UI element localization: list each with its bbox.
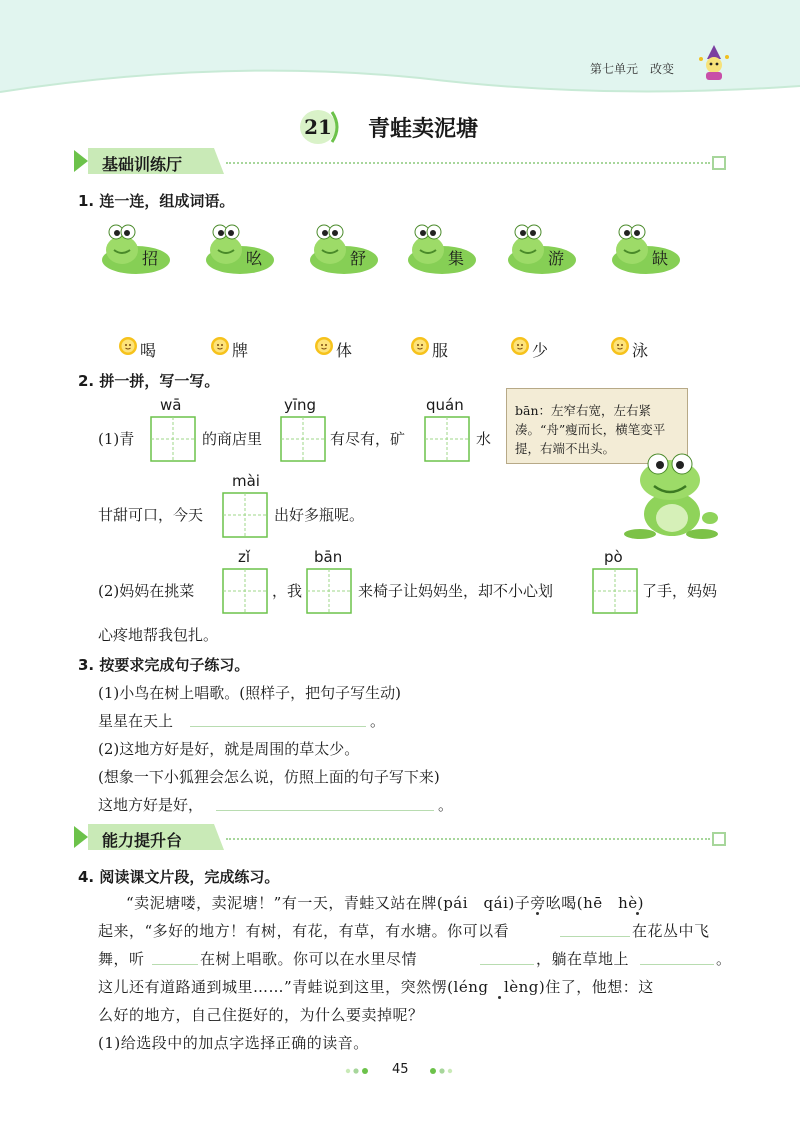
sun-char: 服 bbox=[432, 341, 449, 360]
frog-mascot-icon bbox=[306, 220, 378, 276]
frog-mascot-icon bbox=[504, 220, 576, 276]
q4-paragraph-line: 。 bbox=[716, 950, 732, 968]
sun-face-icon bbox=[510, 336, 530, 356]
sun-card[interactable] bbox=[610, 336, 649, 360]
sun-face-icon bbox=[314, 336, 334, 356]
q2-line2-prefix: 甘甜可口，今天 bbox=[98, 506, 204, 524]
q3-s1: (1)小鸟在树上唱歌。(照样子，把句子写生动) bbox=[98, 684, 401, 702]
q3-title: 3. 按要求完成句子练习。 bbox=[78, 656, 250, 674]
writing-grid-box[interactable] bbox=[424, 416, 470, 462]
q4-title: 4. 阅读课文片段，完成练习。 bbox=[78, 868, 280, 886]
pinyin: bān bbox=[314, 548, 343, 566]
note-text: bān：左窄右宽，左右紧凑。“舟”瘦而长，横笔变平提，右端不出头。 bbox=[515, 403, 666, 456]
section-tag-advanced: 能力提升台 bbox=[74, 822, 224, 852]
sun-char: 体 bbox=[336, 341, 353, 360]
sun-face-icon bbox=[610, 336, 630, 356]
pinyin: wā bbox=[160, 396, 182, 414]
q4-paragraph-line: 起来，“多好的地方！有树，有花，有草，有水塘。你可以看 bbox=[98, 922, 510, 940]
emphasis-dot bbox=[536, 912, 539, 915]
q4-paragraph-line: 在花丛中飞 bbox=[632, 922, 710, 940]
q4-paragraph-line: 么好的地方，自己住挺好的，为什么要卖掉呢？ bbox=[98, 1006, 424, 1024]
q2-line3-end: 了手，妈妈 bbox=[642, 582, 718, 600]
frog-mascot-icon bbox=[202, 220, 274, 276]
q2-line4: 心疼地帮我包扎。 bbox=[98, 626, 219, 644]
lesson-title: 青蛙卖泥塘 bbox=[368, 116, 479, 142]
unit-label: 第七单元 改变 bbox=[590, 62, 675, 76]
q2-line3-mid1: ，我 bbox=[272, 582, 303, 600]
pinyin: mài bbox=[232, 472, 260, 490]
frog-card[interactable] bbox=[306, 220, 378, 276]
sun-card[interactable] bbox=[510, 336, 549, 360]
section-tag-basic: 基础训练厅 bbox=[74, 146, 224, 176]
frog-card[interactable] bbox=[98, 220, 170, 276]
answer-line[interactable] bbox=[480, 964, 534, 965]
writing-grid-box[interactable] bbox=[222, 568, 268, 614]
q2-line3-prefix: (2)妈妈在挑菜 bbox=[98, 582, 195, 600]
writing-grid-box[interactable] bbox=[150, 416, 196, 462]
q3-s2-end: 。 bbox=[438, 796, 454, 814]
q2-line3-mid2: 来椅子让妈妈坐，却不小心划 bbox=[358, 582, 554, 600]
q3-s1-answer-prefix: 星星在天上 bbox=[98, 712, 174, 730]
q3-s2-hint: (想象一下小狐狸会怎么说，仿照上面的句子写下来) bbox=[98, 768, 440, 786]
answer-line[interactable] bbox=[216, 810, 434, 811]
q3-s2: (2)这地方好是好，就是周围的草太少。 bbox=[98, 740, 360, 758]
sun-char: 泳 bbox=[632, 341, 649, 360]
q3-s2-answer-prefix: 这地方好是好， bbox=[98, 796, 204, 814]
emphasis-dot bbox=[636, 912, 639, 915]
frog-mascot-icon bbox=[620, 448, 720, 540]
sun-card[interactable] bbox=[118, 336, 157, 360]
pinyin: zǐ bbox=[238, 548, 251, 566]
header-band bbox=[0, 0, 800, 100]
frog-char: 游 bbox=[548, 249, 565, 268]
frog-mascot-icon bbox=[404, 220, 476, 276]
sun-card[interactable] bbox=[314, 336, 353, 360]
q4-sub1: (1)给选段中的加点字选择正确的读音。 bbox=[98, 1034, 369, 1052]
frog-card[interactable] bbox=[608, 220, 680, 276]
page-number: 45 bbox=[392, 1062, 409, 1077]
q3-s1-end: 。 bbox=[370, 712, 386, 730]
q2-title: 2. 拼一拼，写一写。 bbox=[78, 372, 220, 390]
writing-grid-box[interactable] bbox=[592, 568, 638, 614]
sun-card[interactable] bbox=[410, 336, 449, 360]
frog-card[interactable] bbox=[404, 220, 476, 276]
q4-paragraph-line: 舞，听 bbox=[98, 950, 145, 968]
frog-card[interactable] bbox=[504, 220, 576, 276]
divider-end-square bbox=[712, 832, 726, 846]
frog-char: 缺 bbox=[652, 249, 669, 268]
pinyin: pò bbox=[604, 548, 623, 566]
writing-grid-box[interactable] bbox=[280, 416, 326, 462]
section-divider bbox=[226, 838, 710, 840]
sun-char: 喝 bbox=[140, 341, 157, 360]
frog-char: 舒 bbox=[350, 249, 367, 268]
frog-char: 吆 bbox=[246, 249, 263, 268]
wizard-mascot-icon bbox=[697, 45, 731, 81]
answer-line[interactable] bbox=[640, 964, 714, 965]
q2-line1-mid1: 的商店里 bbox=[202, 430, 263, 448]
frog-mascot-icon bbox=[608, 220, 680, 276]
title-bracket bbox=[330, 110, 344, 144]
q2-line1-prefix: (1)青 bbox=[98, 430, 135, 448]
pinyin: yīng bbox=[284, 396, 317, 414]
q4-paragraph-line: 在树上唱歌。你可以在水里尽情 bbox=[200, 950, 418, 968]
sun-face-icon bbox=[118, 336, 138, 356]
sun-card[interactable] bbox=[210, 336, 249, 360]
answer-line[interactable] bbox=[190, 726, 366, 727]
divider-end-square bbox=[712, 156, 726, 170]
q2-line1-mid2: 有尽有，矿 bbox=[330, 430, 406, 448]
q4-paragraph-line: 这儿还有道路通到城里……”青蛙说到这里，突然愣(léng lèng)住了，他想：这 bbox=[98, 978, 654, 996]
sun-face-icon bbox=[210, 336, 230, 356]
q2-line1-end: 水 bbox=[476, 430, 492, 448]
sun-char: 少 bbox=[532, 341, 549, 360]
frog-mascot-icon bbox=[98, 220, 170, 276]
pinyin: quán bbox=[426, 396, 464, 414]
writing-grid-box[interactable] bbox=[306, 568, 352, 614]
frog-char: 招 bbox=[142, 249, 159, 268]
frog-card[interactable] bbox=[202, 220, 274, 276]
q2-line2-end: 出好多瓶呢。 bbox=[274, 506, 365, 524]
emphasis-dot bbox=[498, 996, 501, 999]
section-divider bbox=[226, 162, 710, 164]
sun-char: 牌 bbox=[232, 341, 249, 360]
q4-paragraph-line: “卖泥塘喽，卖泥塘！”有一天，青蛙又站在牌(pái qái)子旁吆喝(hē hè) bbox=[126, 894, 645, 912]
writing-grid-box[interactable] bbox=[222, 492, 268, 538]
q4-paragraph-line: ，躺在草地上 bbox=[536, 950, 630, 968]
frog-char: 集 bbox=[448, 249, 465, 268]
answer-line[interactable] bbox=[152, 964, 198, 965]
sun-face-icon bbox=[410, 336, 430, 356]
q1-title: 1. 连一连，组成词语。 bbox=[78, 192, 235, 210]
answer-line[interactable] bbox=[560, 936, 630, 937]
lesson-number: 21 bbox=[300, 110, 336, 144]
